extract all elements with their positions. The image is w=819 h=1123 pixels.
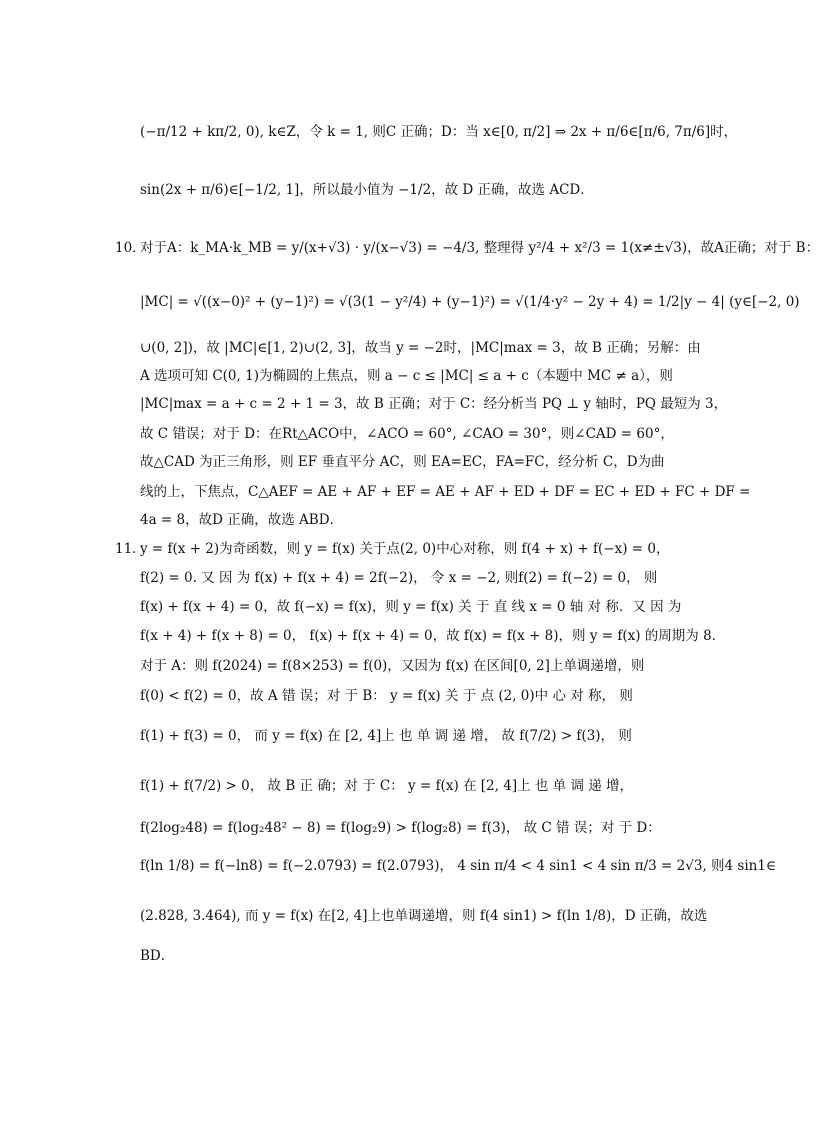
text-line-7: |MC|max = a + c = 2 + 1 = 3，故 B 正确；对于 C：经分析当 PQ ⊥ y 轴时，PQ 最短为 3，: [140, 396, 728, 412]
text-line-3: 对于A：k_MA·k_MB = y/(x+√3) · y/(x−√3) = −4/3, 整理得 y²/4 + x²/3 = 1(x≠±√3)，故A正确；对于 B：: [140, 240, 819, 256]
text-line-5: ∪(0, 2])，故 |MC|∈[1, 2)∪(2, 3]，故当 y = −2时，|MC|max = 3，故 B 正确；另解：由: [140, 340, 701, 356]
text-line-21: f(ln 1/8) = f(−ln8) = f(−2.0793) = f(2.0793)， 4 sin π/4 < 4 sin1 < 4 sin π/3 = 2√3, 则4 sin1∈: [140, 858, 776, 874]
text-line-1: (−π/12 + kπ/2, 0), k∈Z，令 k = 1, 则C 正确；D：当 x∈[0, π/2] ⇒ 2x + π/6∈[π/6, 7π/6]时，: [140, 124, 738, 140]
text-line-4: |MC| = √((x−0)² + (y−1)²) = √(3(1 − y²/4) + (y−1)²) = √(1/4·y² − 2y + 4) = 1/2|y − 4| (y∈[−2, 0): [140, 294, 800, 310]
text-line-18: f(1) + f(3) = 0， 而 y = f(x) 在 [2, 4]上 也 单 调 递 增， 故 f(7/2) > f(3)， 则: [140, 728, 632, 744]
text-line-2: sin(2x + π/6)∈[−1/2, 1]，所以最小值为 −1/2，故 D 正确，故选 ACD．: [140, 182, 594, 198]
text-line-8: 故 C 错误；对于 D：在Rt△ACO中，∠ACO = 60°, ∠CAO = 30°，则∠CAD = 60°，: [140, 426, 674, 442]
text-line-19: f(1) + f(7/2) > 0， 故 B 正 确；对 于 C： y = f(x) 在 [2, 4]上 也 单 调 递 增，: [140, 778, 634, 794]
text-line-17: f(0) < f(2) = 0，故 A 错 误；对 于 B： y = f(x) 关 于 点 (2, 0)中 心 对 称， 则: [140, 688, 633, 704]
question-number-11: 11．: [115, 541, 146, 557]
text-line-13: f(2) = 0. 又 因 为 f(x) + f(x + 4) = 2f(−2)， 令 x = −2, 则f(2) = f(−2) = 0， 则: [140, 570, 658, 586]
text-line-10: 线的上，下焦点，C△AEF = AE + AF + EF = AE + AF + ED + DF = EC + ED + FC + DF =: [140, 484, 751, 500]
text-line-15: f(x + 4) + f(x + 8) = 0， f(x) + f(x + 4) = 0，故 f(x) = f(x + 8)，则 y = f(x) 的周期为 8.: [140, 628, 716, 644]
text-line-12: y = f(x + 2)为奇函数，则 y = f(x) 关于点(2, 0)中心对称，则 f(4 + x) + f(−x) = 0，: [140, 541, 670, 557]
text-line-14: f(x) + f(x + 4) = 0，故 f(−x) = f(x)，则 y = f(x) 关 于 直 线 x = 0 轴 对 称．又 因 为: [140, 599, 682, 615]
text-line-20: f(2log₂48) = f(log₂48² − 8) = f(log₂9) > f(log₂8) = f(3)， 故 C 错 误；对 于 D：: [140, 820, 661, 836]
text-line-9: 故△CAD 为正三角形，则 EF 垂直平分 AC，则 EA=EC，FA=FC，经分析 C，D为曲: [140, 454, 665, 470]
text-line-16: 对于 A：则 f(2024) = f(8×253) = f(0)，又因为 f(x) 在区间[0, 2]上单调递增，则: [140, 658, 645, 674]
question-number-10: 10．: [115, 240, 146, 256]
text-line-23: BD．: [140, 948, 175, 964]
text-line-6: A 选项可知 C(0, 1)为椭圆的上焦点，则 a − c ≤ |MC| ≤ a + c（本题中 MC ≠ a），则: [140, 368, 673, 384]
text-line-22: (2.828, 3.464), 而 y = f(x) 在[2, 4]上也单调递增，则 f(4 sin1) > f(ln 1/8)，D 正确，故选: [140, 908, 708, 924]
text-line-11: 4a = 8，故D 正确，故选 ABD．: [140, 512, 344, 528]
